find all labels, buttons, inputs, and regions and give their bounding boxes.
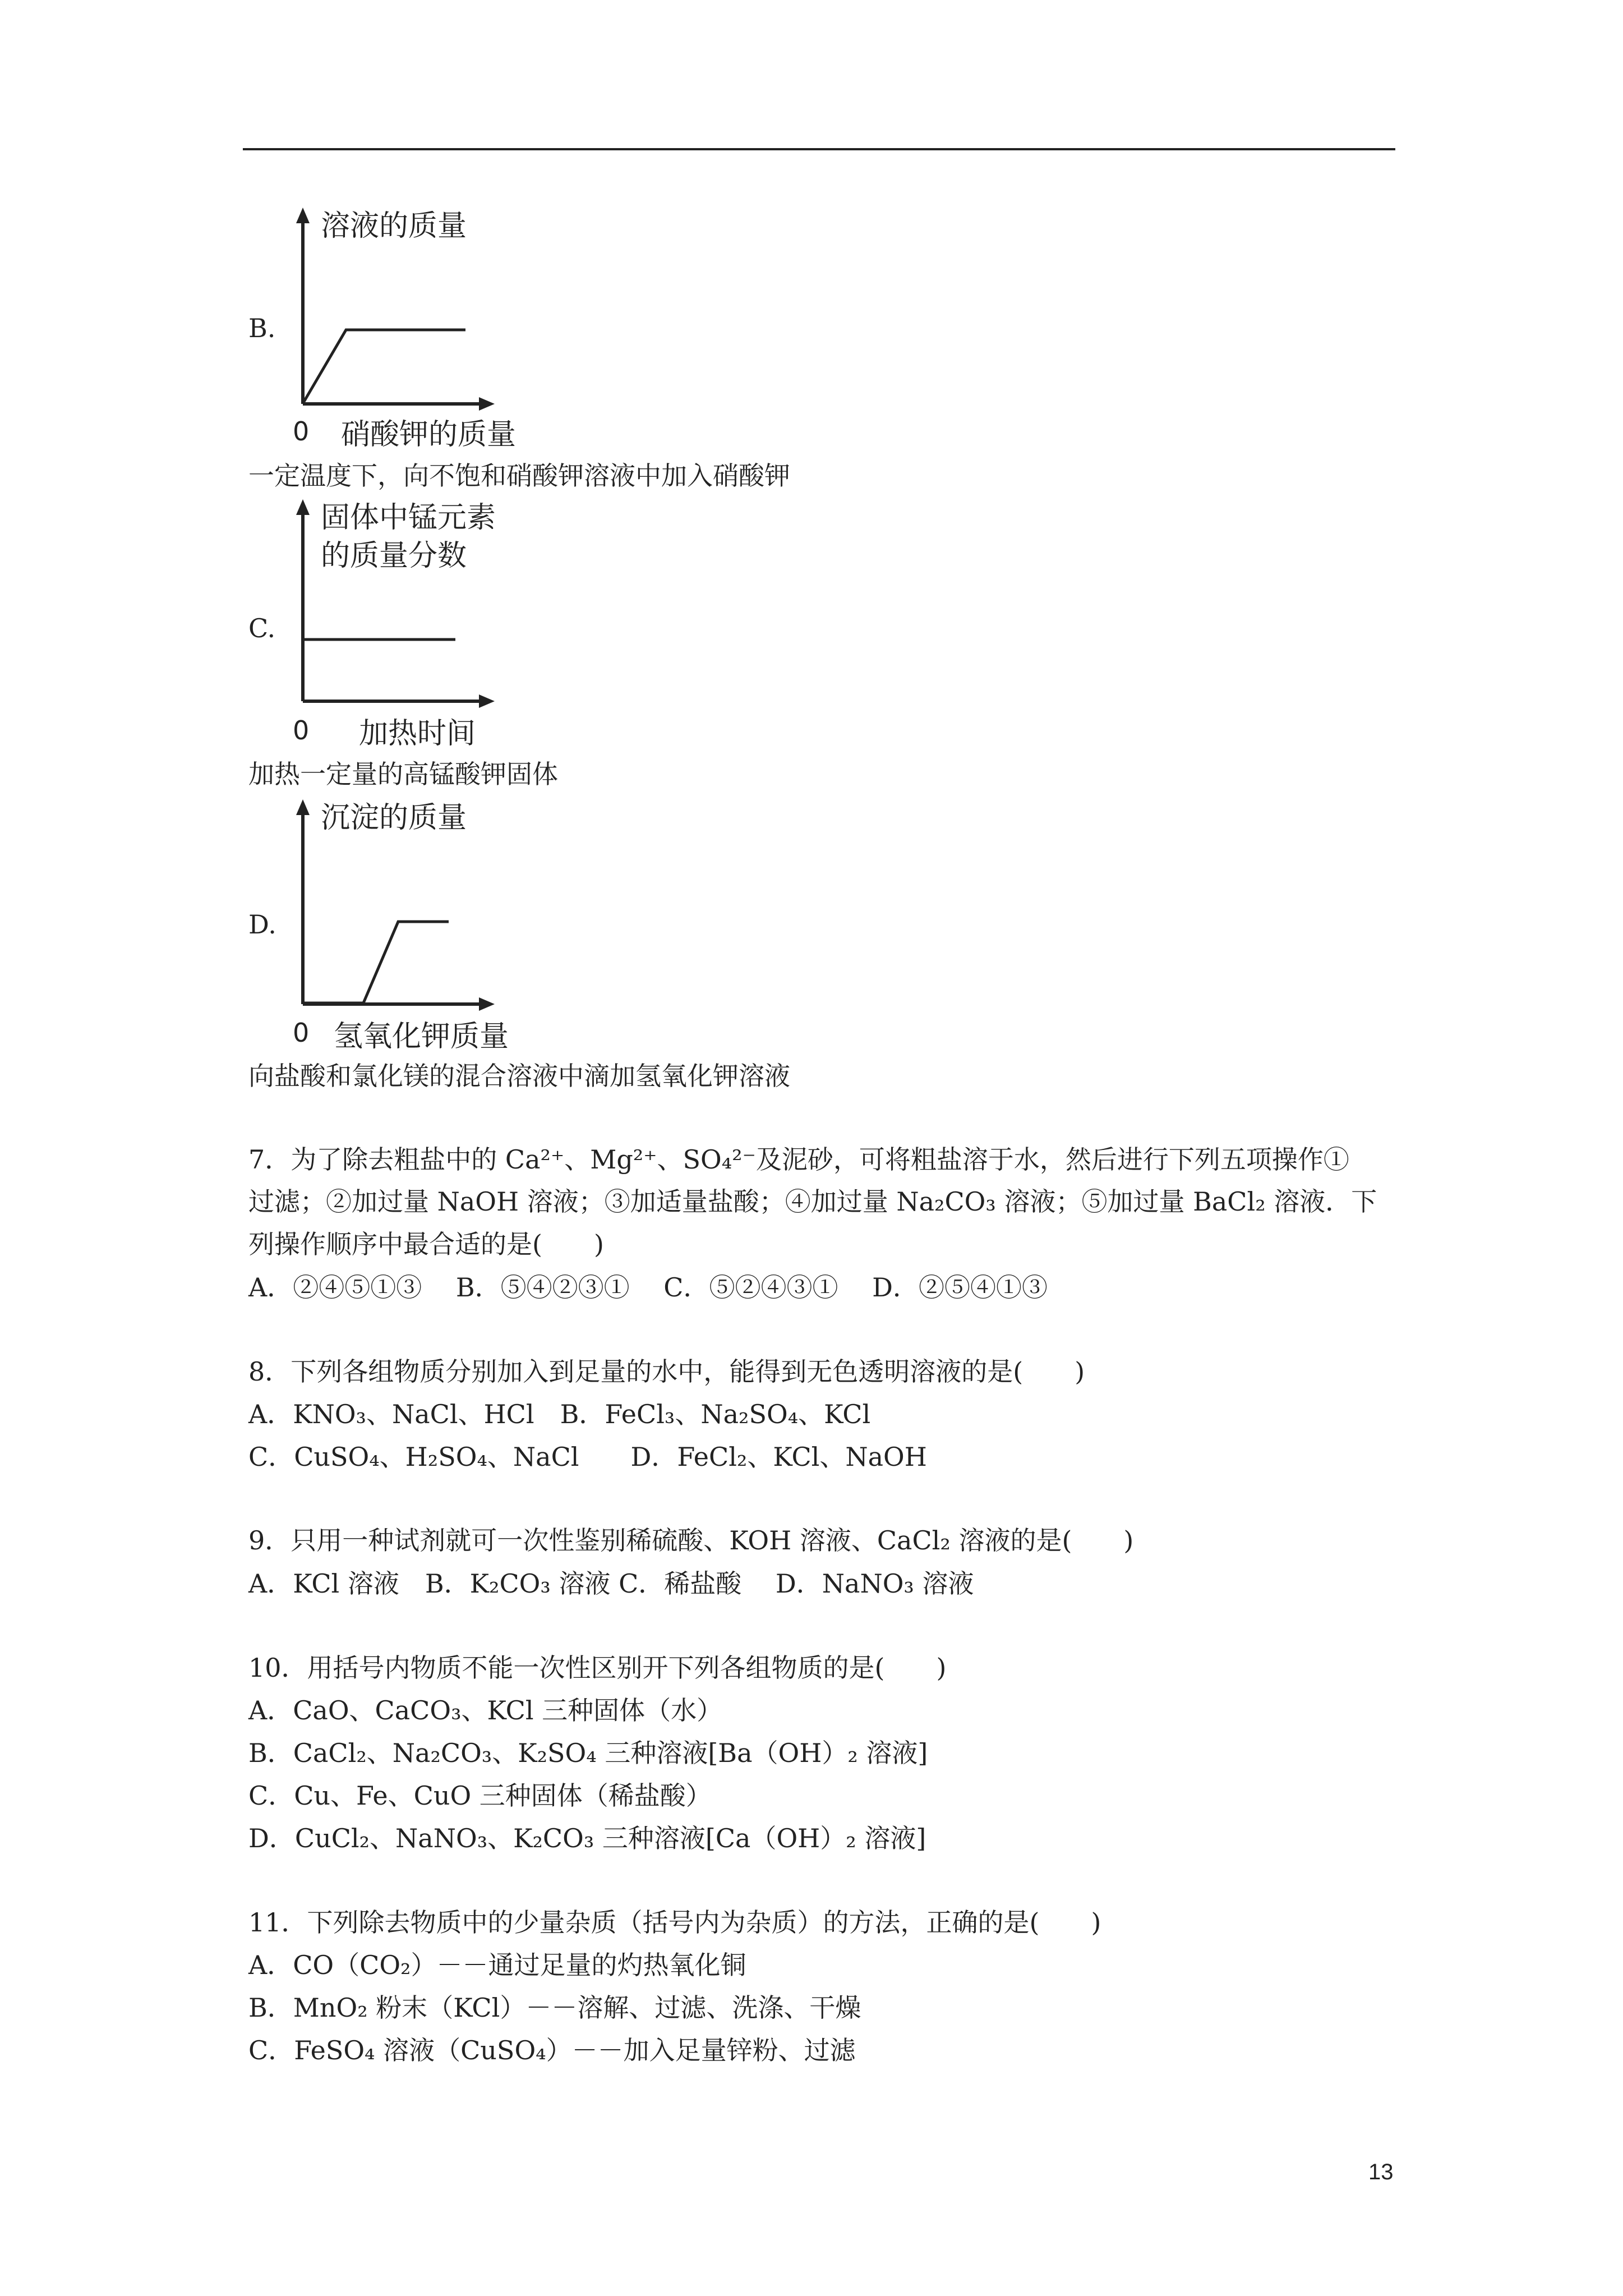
x-axis-label: 加热时间 xyxy=(359,717,476,751)
q8-options-cd: C．CuSO₄、H₂SO₄、NaCl D．FeCl₂、KCl、NaOH xyxy=(248,1442,927,1472)
x-axis-label: 氢氧化钾质量 xyxy=(334,1020,509,1053)
q8-options-ab: A．KNO₃、NaCl、HCl B．FeCl₃、Na₂SO₄、KCl xyxy=(248,1399,871,1429)
caption-c: 加热一定量的高锰酸钾固体 xyxy=(248,759,558,789)
q10-option-a: A．CaO、CaCO₃、KCl 三种固体（水） xyxy=(248,1695,723,1726)
q8-stem: 8．下列各组物质分别加入到足量的水中，能得到无色透明溶液的是( ) xyxy=(248,1356,1085,1387)
graph-b xyxy=(280,202,572,454)
q7-line-2: 过滤；②加过量 NaOH 溶液；③加适量盐酸；④加过量 Na₂CO₃ 溶液；⑤加过量 BaCl₂ 溶液．下 xyxy=(248,1186,1377,1217)
q11-stem: 11．下列除去物质中的少量杂质（括号内为杂质）的方法，正确的是( ) xyxy=(248,1907,1101,1938)
y-axis-arrow-icon xyxy=(296,799,310,815)
origin-label: 0 xyxy=(293,1018,310,1048)
q10-option-b: B．CaCl₂、Na₂CO₃、K₂SO₄ 三种溶液[Ba（OH）₂ 溶液] xyxy=(248,1738,928,1768)
header-rule xyxy=(243,148,1395,150)
option-b-label: B. xyxy=(248,313,276,343)
y-axis-label: 溶液的质量 xyxy=(321,209,467,243)
q11-option-a: A．CO（CO₂）－－通过足量的灼热氧化铜 xyxy=(248,1950,746,1980)
q7-options: A．②④⑤①③ B．⑤④②③① C．⑤②④③① D．②⑤④①③ xyxy=(248,1272,1048,1303)
option-c-label: C. xyxy=(248,613,276,643)
curve-d xyxy=(304,922,449,1003)
graph-c xyxy=(280,494,572,757)
x-axis-arrow-icon xyxy=(479,997,495,1011)
q10-stem: 10．用括号内物质不能一次性区别开下列各组物质的是( ) xyxy=(248,1653,947,1683)
q11-option-c: C．FeSO₄ 溶液（CuSO₄）－－加入足量锌粉、过滤 xyxy=(248,2035,856,2065)
y-axis-arrow-icon xyxy=(296,499,310,515)
q10-option-c: C．Cu、Fe、CuO 三种固体（稀盐酸） xyxy=(248,1780,712,1811)
option-d-label: D. xyxy=(248,909,276,940)
curve-b xyxy=(304,330,465,402)
caption-b: 一定温度下，向不饱和硝酸钾溶液中加入硝酸钾 xyxy=(248,461,790,491)
q10-option-d: D．CuCl₂、NaNO₃、K₂CO₃ 三种溶液[Ca（OH）₂ 溶液] xyxy=(248,1823,926,1853)
q7-line-1: 7．为了除去粗盐中的 Ca²⁺、Mg²⁺、SO₄²⁻及泥砂，可将粗盐溶于水，然后进行下列五项操作① xyxy=(248,1144,1349,1175)
q11-option-b: B．MnO₂ 粉末（KCl）－－溶解、过滤、洗涤、干燥 xyxy=(248,1993,861,2023)
x-axis-arrow-icon xyxy=(479,694,495,708)
q9-stem: 9．只用一种试剂就可一次性鉴别稀硫酸、KOH 溶液、CaCl₂ 溶液的是( ) xyxy=(248,1525,1134,1556)
y-axis-label-line2: 的质量分数 xyxy=(321,539,467,573)
q7-line-3: 列操作顺序中最合适的是( ) xyxy=(248,1229,604,1259)
q9-options: A．KCl 溶液 B．K₂CO₃ 溶液 C．稀盐酸 D．NaNO₃ 溶液 xyxy=(248,1568,974,1599)
page-number: 13 xyxy=(1368,2160,1394,2184)
x-axis-label: 硝酸钾的质量 xyxy=(341,418,517,452)
origin-label: 0 xyxy=(293,416,310,447)
y-axis-arrow-icon xyxy=(296,208,310,223)
y-axis-label: 沉淀的质量 xyxy=(321,801,467,835)
y-axis-label-line1: 固体中锰元素 xyxy=(321,501,496,535)
x-axis-arrow-icon xyxy=(479,397,495,411)
graph-d xyxy=(280,794,572,1057)
caption-d: 向盐酸和氯化镁的混合溶液中滴加氢氧化钾溶液 xyxy=(248,1061,790,1091)
origin-label: 0 xyxy=(293,715,310,746)
